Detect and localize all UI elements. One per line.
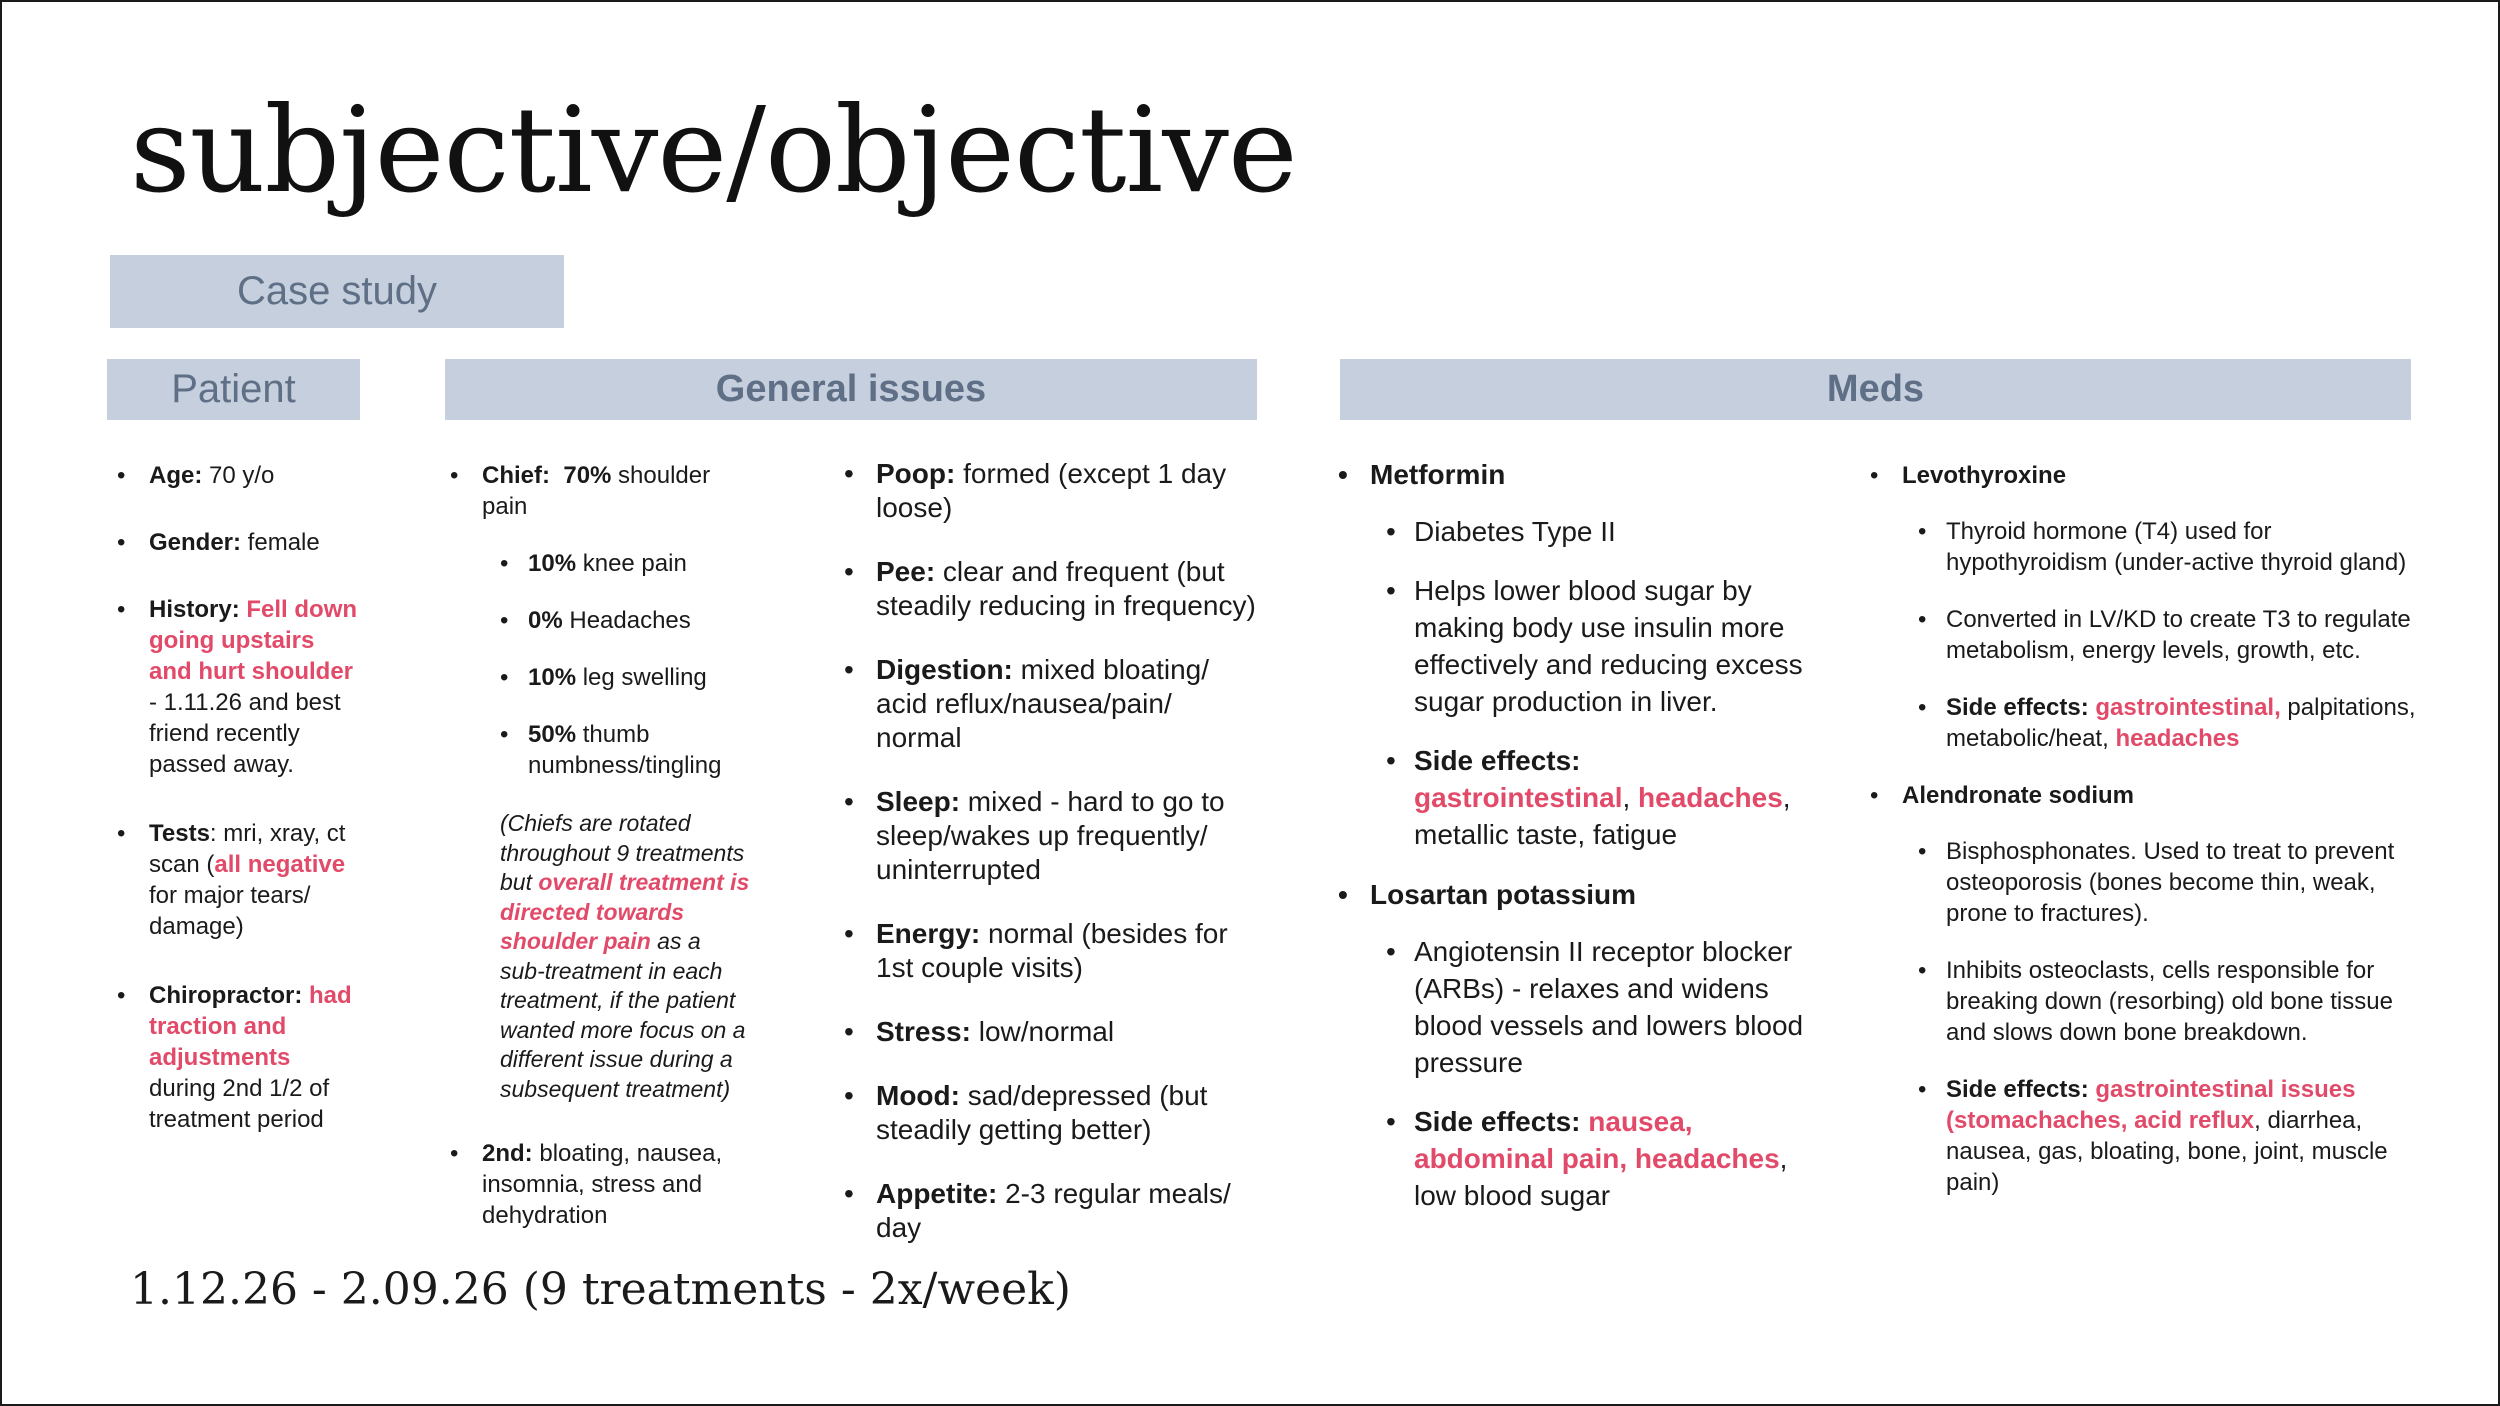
page-title: subjective/objective bbox=[130, 81, 1297, 219]
metformin-description: • Helps lower blood sugar by making body use insulin more effectively and reducing excess sugar production in liver. bbox=[1386, 572, 1806, 720]
general-item-pee: • Pee: clear and frequent (but steadily reducing in frequency) bbox=[844, 555, 1259, 623]
losartan-details bbox=[1386, 933, 1806, 1214]
med-levothyroxine: • Levothyroxine bbox=[1870, 460, 2430, 491]
chief-sub-item: • 0% Headaches bbox=[500, 605, 730, 636]
alendronate-details bbox=[1918, 836, 2438, 1198]
levothyroxine-details bbox=[1918, 516, 2438, 754]
alendronate-info: • Inhibits osteoclasts, cells responsible for breaking down (resorbing) old bone tissue and slows down bone breakdown. bbox=[1918, 955, 2438, 1048]
meds-header: Meds bbox=[1340, 359, 2411, 420]
chief-complaint: • Chief: 70% shoulder pain bbox=[450, 460, 760, 522]
chief-sub-item: • 10% knee pain bbox=[500, 548, 730, 579]
general-item-sleep: • Sleep: mixed - hard to go to sleep/wakes up frequently/ uninterrupted bbox=[844, 785, 1259, 887]
treatment-dates: 1.12.26 - 2.09.26 (9 treatments - 2x/week) bbox=[130, 1264, 1071, 1315]
general-item-energy: • Energy: normal (besides for 1st couple visits) bbox=[844, 917, 1259, 985]
patient-header: Patient bbox=[107, 359, 360, 420]
levothyroxine-side-effects: • Side effects: gastrointestinal, palpitations, metabolic/heat, headaches bbox=[1918, 692, 2438, 754]
levothyroxine-info: • Thyroid hormone (T4) used for hypothyroidism (under-active thyroid gland) bbox=[1918, 516, 2438, 578]
metformin-details bbox=[1386, 513, 1806, 853]
med-metformin: • Metformin bbox=[1338, 459, 1808, 491]
general-item-poop: • Poop: formed (except 1 day loose) bbox=[844, 457, 1259, 525]
metformin-use: • Diabetes Type II bbox=[1386, 513, 1806, 550]
meds-left-column bbox=[1338, 459, 1808, 1214]
med-alendronate: • Alendronate sodium bbox=[1870, 780, 2430, 811]
levothyroxine-info: • Converted in LV/KD to create T3 to regulate metabolism, energy levels, growth, etc. bbox=[1918, 604, 2438, 666]
meds-right-column bbox=[1870, 460, 2430, 1198]
alendronate-info: • Bisphosphonates. Used to treat to prevent osteoporosis (bones become thin, weak, prone to fractures). bbox=[1918, 836, 2438, 929]
chief-sub-item: • 10% leg swelling bbox=[500, 662, 730, 693]
losartan-description: • Angiotensin II receptor blocker (ARBs) - relaxes and widens blood vessels and lowers blood pressure bbox=[1386, 933, 1806, 1081]
med-losartan: • Losartan potassium bbox=[1338, 879, 1808, 911]
alendronate-side-effects: • Side effects: gastrointestinal issues (stomachaches, acid reflux, diarrhea, nausea, gas, bloating, bone, joint, muscle pain) bbox=[1918, 1074, 2438, 1198]
patient-gender: • Gender: female bbox=[117, 527, 357, 558]
general-item-stress: • Stress: low/normal bbox=[844, 1015, 1259, 1049]
chief-rotation-note: (Chiefs are rotated throughout 9 treatments but overall treatment is directed towards shoulder pain as a sub-treatment in each treatment, if the patient wanted more focus on a different issue during a subsequent treatment) bbox=[500, 810, 750, 1102]
general-issues-header: General issues bbox=[445, 359, 1257, 420]
patient-tests: • Tests: mri, xray, ct scan (all negative for major tears/ damage) bbox=[117, 818, 357, 942]
general-right-list bbox=[844, 457, 1259, 1245]
secondary-complaint: • 2nd: bloating, nausea, insomnia, stress and dehydration bbox=[450, 1138, 740, 1231]
chief-sub-list bbox=[500, 548, 730, 781]
general-item-appetite: • Appetite: 2-3 regular meals/ day bbox=[844, 1177, 1259, 1245]
chief-sub-item: • 50% thumb numbness/tingling bbox=[500, 719, 730, 781]
patient-list bbox=[117, 460, 357, 1135]
case-study-bar: Case study bbox=[110, 255, 564, 328]
general-item-digestion: • Digestion: mixed bloating/ acid reflux/nausea/pain/ normal bbox=[844, 653, 1259, 755]
patient-chiropractor: • Chiropractor: had traction and adjustments during 2nd 1/2 of treatment period bbox=[117, 980, 357, 1135]
patient-age: • Age: 70 y/o bbox=[117, 460, 357, 491]
metformin-side-effects: • Side effects: gastrointestinal, headaches, metallic taste, fatigue bbox=[1386, 742, 1806, 853]
patient-history: • History: Fell down going upstairs and hurt shoulder - 1.11.26 and best friend recently passed away. bbox=[117, 594, 357, 780]
general-item-mood: • Mood: sad/depressed (but steadily getting better) bbox=[844, 1079, 1259, 1147]
losartan-side-effects: • Side effects: nausea, abdominal pain, headaches, low blood sugar bbox=[1386, 1103, 1806, 1214]
general-left-column bbox=[450, 460, 760, 1231]
